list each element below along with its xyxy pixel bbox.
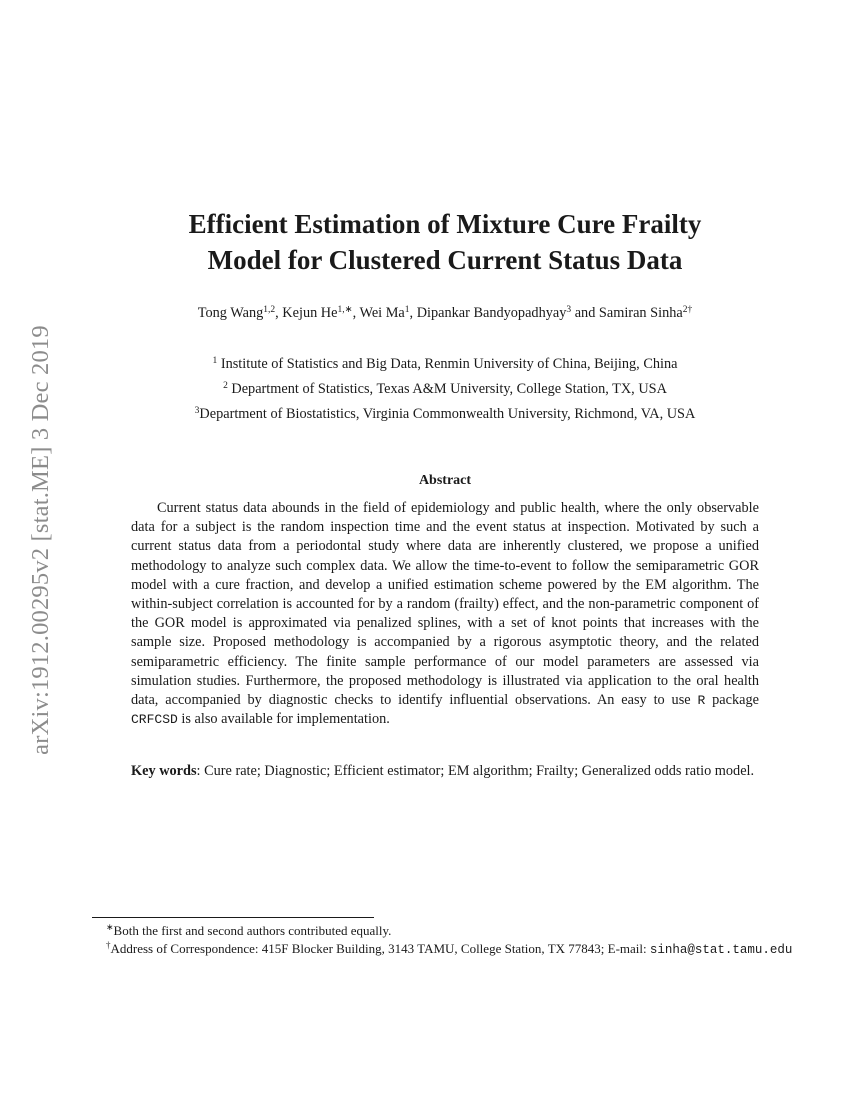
author-affiliation-mark: 2† (682, 305, 693, 315)
affiliation-text: Institute of Statistics and Big Data, Renmin University of China, Beijing, China (217, 356, 678, 372)
author-name: Samiran Sinha (598, 305, 683, 321)
affiliation-2 (92, 380, 798, 398)
affiliation-text: Department of Biostatistics, Virginia Commonwealth University, Richmond, VA, USA (199, 406, 696, 422)
keywords-text: : Cure rate; Diagnostic; Efficient estimator; EM algorithm; Frailty; Generalized odds ratio model. (196, 763, 755, 779)
affiliation-number: 1 (212, 356, 218, 366)
footnote-text: Both the first and second authors contributed equally. (113, 923, 392, 938)
footnote-rule (92, 917, 374, 918)
paper-title (92, 206, 798, 278)
author-affiliation-mark: 3 (566, 305, 572, 315)
author-affiliation-mark: 1 (404, 305, 410, 315)
author-separator: , (409, 305, 417, 321)
author-list (92, 304, 798, 322)
abstract-main: Current status data abounds in the field of epidemiology and public health, where the only observable data for a subject is the random inspection time and the event status at inspection. Motivated by such a current status data from a periodontal study where data are inherently clustered, we propose a unified methodology to analyze such complex data. We allow the time-to-event to follow the semiparametric GOR model with a cure fraction, and develop a unified estimation scheme powered by the EM algorithm. The within-subject correlation is accounted for by a random (frailty) effect, and the non-parametric component of the GOR model is approximated via penalized splines, with a set of knot points that increases with the sample size. Proposed methodology is accompanied by a rigorous asymptotic theory, and the related semiparametric efficiency. The finite sample performance of our model parameters are assessed via simulation studies. Furthermore, the proposed methodology is illustrated via application to the oral health data, accompanied by diagnostic checks to identify influential observations. An easy to use (131, 500, 759, 709)
abstract-middle: package (705, 692, 759, 709)
arxiv-identifier[interactable]: arXiv:1912.00295v2 [stat.ME] 3 Dec 2019 (27, 325, 54, 755)
author-affiliation-mark: 1,∗ (337, 305, 353, 315)
title-line-2: Model for Clustered Current Status Data (207, 245, 683, 275)
title-line-1: Efficient Estimation of Mixture Cure Frailty (188, 209, 702, 239)
author-name: Dipankar Bandyopadhyay (416, 305, 567, 321)
affiliation-number: 2 (223, 381, 228, 391)
abstract-end: is also available for implementation. (177, 711, 390, 728)
footnote-2 (92, 940, 798, 959)
author-name: Tong Wang (197, 305, 264, 321)
keywords-label: Key words (131, 763, 197, 779)
author-name: Kejun He (282, 305, 338, 321)
footnote-mark: ∗ (106, 922, 114, 932)
footnote-1 (92, 922, 798, 939)
package-name: CRFCSD (131, 712, 178, 728)
footnote-mark: † (106, 940, 111, 950)
r-language-name: R (697, 693, 706, 709)
affiliation-3 (92, 405, 798, 423)
abstract-text (131, 499, 759, 729)
author-name: Wei Ma (359, 305, 405, 321)
footnote-text: Address of Correspondence: 415F Blocker Building, 3143 TAMU, College Station, TX 77843; E-mail: (110, 941, 650, 956)
keywords (131, 762, 759, 781)
affiliation-number: 3 (194, 406, 200, 416)
author-separator: , (275, 305, 283, 321)
affiliation-text: Department of Statistics, Texas A&M University, College Station, TX, USA (227, 381, 667, 397)
correspondence-email[interactable]: sinha@stat.tamu.edu (649, 943, 793, 957)
author-separator: , (352, 305, 360, 321)
author-affiliation-mark: 1,2 (263, 305, 276, 315)
affiliation-1 (92, 355, 798, 373)
author-separator: and (571, 305, 599, 321)
abstract-heading: Abstract (418, 473, 472, 488)
